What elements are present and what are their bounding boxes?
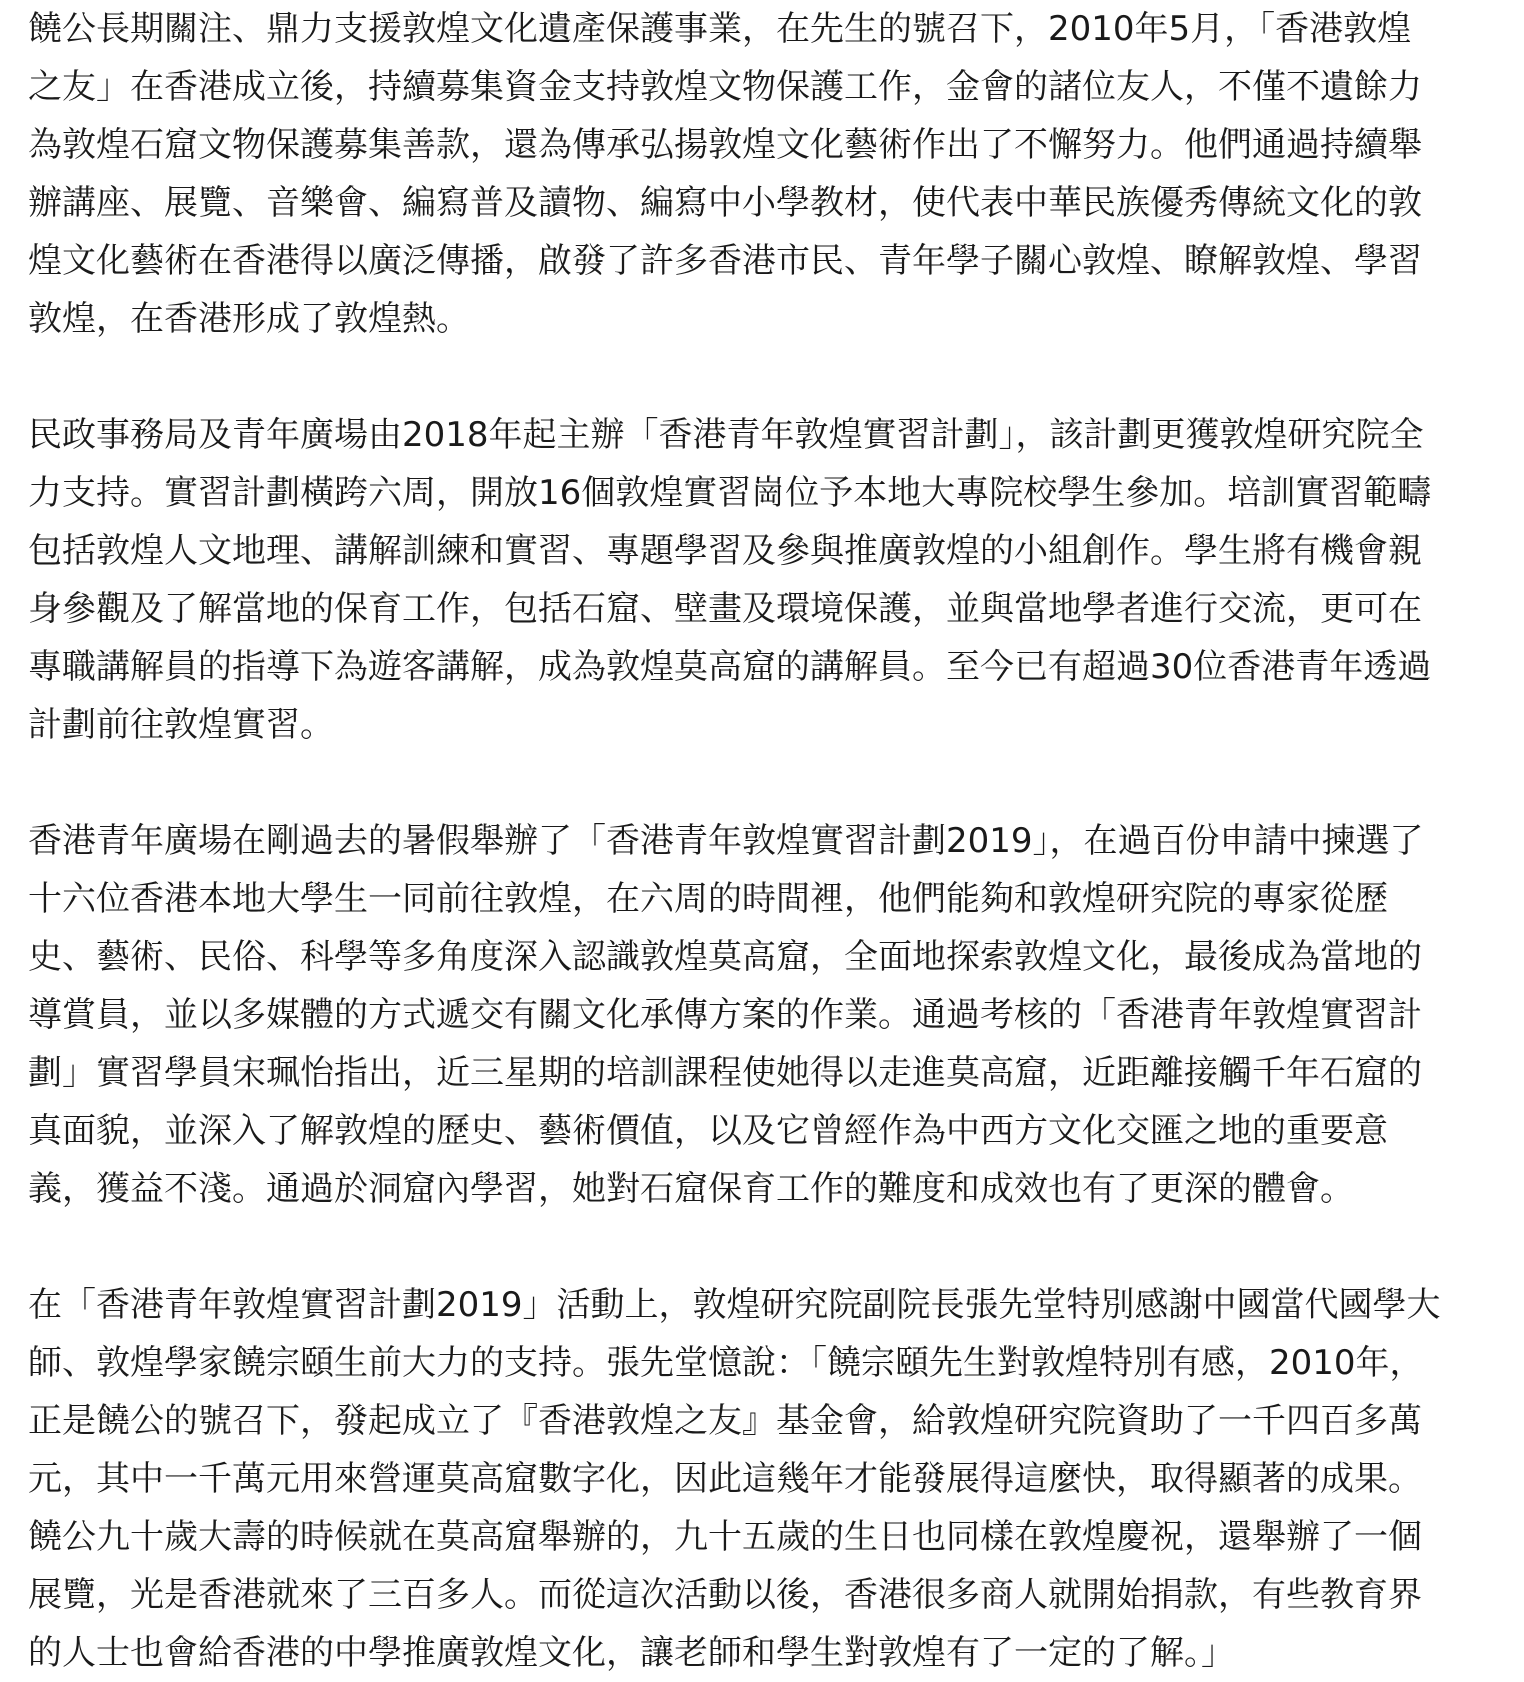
text-line: 在「香港青年敦煌實習計劃2019」活動上，敦煌研究院副院長張先堂特別感謝中國當代國學大 [28,1285,1441,1325]
text-line: 真面貌，並深入了解敦煌的歷史、藝術價值，以及它曾經作為中西方文化交匯之地的重要意 [28,1111,1388,1151]
text-line: 的人士也會給香港的中學推廣敦煌文化，讓老師和學生對敦煌有了一定的了解。」 [28,1633,1235,1673]
text-line: 展覽，光是香港就來了三百多人。而從這次活動以後，香港很多商人就開始捐款，有些教育界 [28,1575,1422,1615]
text-line: 為敦煌石窟文物保護募集善款，還為傳承弘揚敦煌文化藝術作出了不懈努力。他們通過持續舉 [28,125,1422,165]
text-line: 計劃前往敦煌實習。 [28,705,334,745]
text-line: 身參觀及了解當地的保育工作，包括石窟、壁畫及環境保護，並與當地學者進行交流，更可在 [28,589,1422,629]
text-line: 饒公長期關注、鼎力支援敦煌文化遺產保護事業，在先生的號召下，2010年5月，「香港敦煌 [28,9,1412,49]
text-line: 義，獲益不淺。通過於洞窟內學習，她對石窟保育工作的難度和成效也有了更深的體會。 [28,1169,1354,1209]
text-line: 包括敦煌人文地理、講解訓練和實習、專題學習及參與推廣敦煌的小組創作。學生將有機會親 [28,531,1422,571]
text-line: 元，其中一千萬元用來營運莫高窟數字化，因此這幾年才能發展得這麼快，取得顯著的成果。 [28,1459,1422,1499]
text-line: 香港青年廣場在剛過去的暑假舉辦了「香港青年敦煌實習計劃2019」，在過百份申請中揀選了 [28,821,1424,861]
paragraph-2 [28,406,1488,754]
text-line: 之友」在香港成立後，持續募集資金支持敦煌文物保護工作，金會的諸位友人，不僅不遺餘力 [28,67,1422,107]
text-line: 力支持。實習計劃橫跨六周，開放16個敦煌實習崗位予本地大專院校學生參加。培訓實習範疇 [28,473,1432,513]
article-body [28,0,1488,1682]
text-line: 史、藝術、民俗、科學等多角度深入認識敦煌莫高窟，全面地探索敦煌文化，最後成為當地的 [28,937,1422,977]
paragraph-1 [28,0,1488,348]
text-line: 正是饒公的號召下，發起成立了『香港敦煌之友』基金會，給敦煌研究院資助了一千四百多萬 [28,1401,1422,1441]
text-line: 饒公九十歲大壽的時候就在莫高窟舉辦的，九十五歲的生日也同樣在敦煌慶祝，還舉辦了一個 [28,1517,1422,1557]
text-line: 民政事務局及青年廣場由2018年起主辦「香港青年敦煌實習計劃」，該計劃更獲敦煌研究院全 [28,415,1424,455]
paragraph-spacer [28,348,1488,406]
text-line: 師、敦煌學家饒宗頤生前大力的支持。張先堂憶說：「饒宗頤先生對敦煌特別有感，2010年， [28,1343,1424,1383]
text-line: 劃」實習學員宋珮怡指出，近三星期的培訓課程使她得以走進莫高窟，近距離接觸千年石窟的 [28,1053,1422,1093]
text-line: 煌文化藝術在香港得以廣泛傳播，啟發了許多香港市民、青年學子關心敦煌、瞭解敦煌、學習 [28,241,1422,281]
text-line: 導賞員，並以多媒體的方式遞交有關文化承傳方案的作業。通過考核的「香港青年敦煌實習計 [28,995,1422,1035]
text-line: 十六位香港本地大學生一同前往敦煌，在六周的時間裡，他們能夠和敦煌研究院的專家從歷 [28,879,1388,919]
paragraph-4 [28,1276,1488,1682]
paragraph-spacer [28,1218,1488,1276]
text-line: 辦講座、展覽、音樂會、編寫普及讀物、編寫中小學教材，使代表中華民族優秀傳統文化的敦 [28,183,1422,223]
text-line: 敦煌，在香港形成了敦煌熱。 [28,299,470,339]
paragraph-spacer [28,754,1488,812]
paragraph-3 [28,812,1488,1218]
text-line: 專職講解員的指導下為遊客講解，成為敦煌莫高窟的講解員。至今已有超過30位香港青年透過 [28,647,1432,687]
